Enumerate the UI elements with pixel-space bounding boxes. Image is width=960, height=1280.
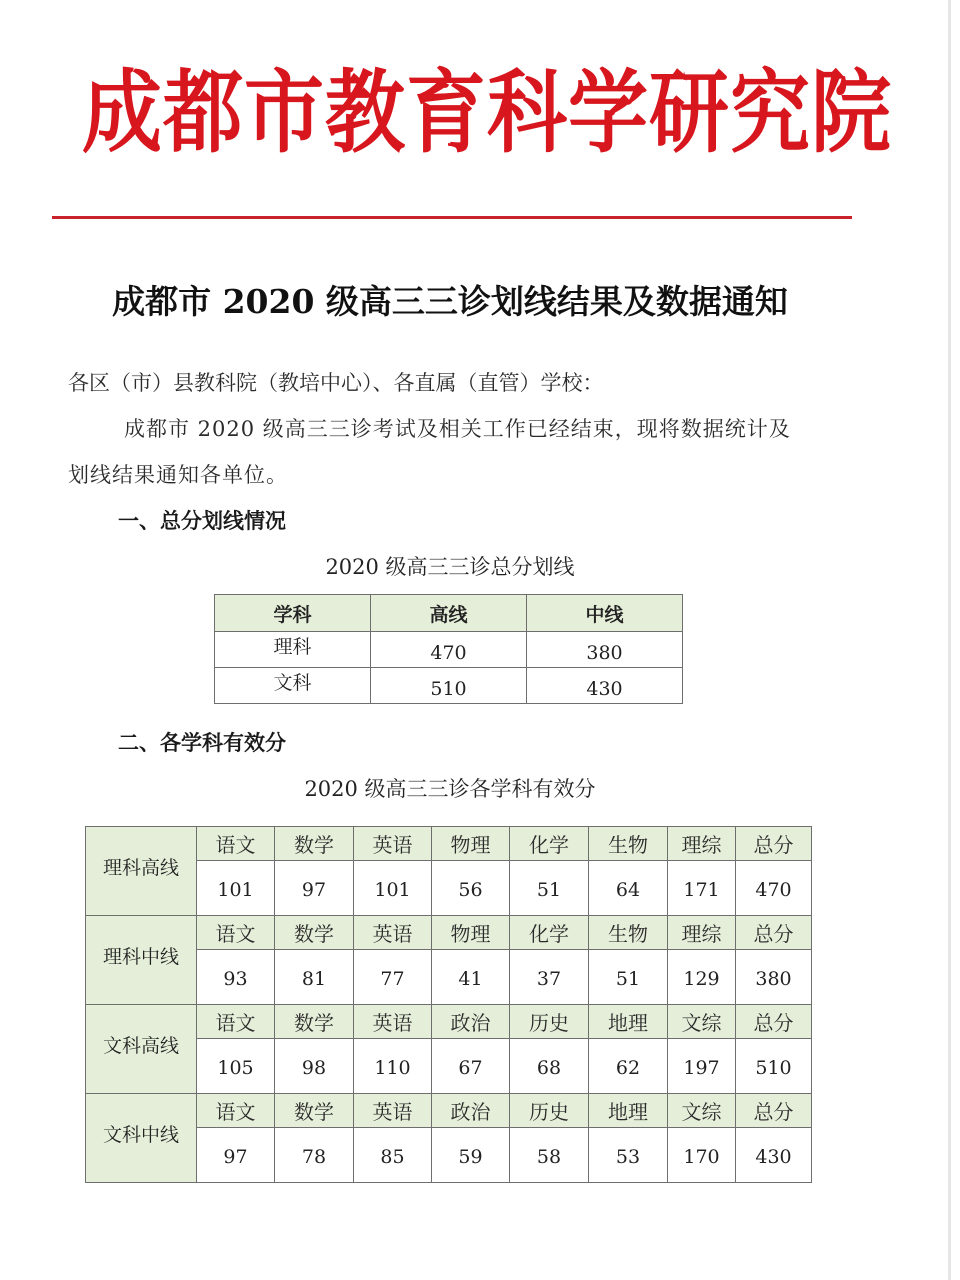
masthead-org-name: 成都市教育科学研究院	[82, 59, 892, 165]
subject-name: 语文	[197, 1094, 275, 1128]
score-value: 53	[589, 1128, 668, 1183]
subject-name: 历史	[510, 1005, 589, 1039]
body-paragraph-line-2: 划线结果通知各单位。	[68, 463, 288, 487]
score-value: 170	[668, 1128, 736, 1183]
subject-name: 政治	[432, 1005, 510, 1039]
table-header-row	[215, 595, 683, 632]
subject-effective-score-table	[85, 826, 812, 1183]
score-value: 68	[510, 1039, 589, 1094]
subject-name: 文综	[668, 1005, 736, 1039]
subject-name: 语文	[197, 827, 275, 861]
score-value: 105	[197, 1039, 275, 1094]
subject-name: 数学	[275, 916, 354, 950]
score-value: 129	[668, 950, 736, 1005]
subject-name: 生物	[589, 916, 668, 950]
score-value: 51	[510, 861, 589, 916]
subject-name: 总分	[736, 916, 812, 950]
header-high-line: 高线	[371, 595, 527, 632]
table-2-caption: 2020 级高三三诊各学科有效分	[304, 777, 596, 801]
subject-name: 英语	[354, 1094, 432, 1128]
header-mid-line: 中线	[527, 595, 683, 632]
subject-name: 生物	[589, 827, 668, 861]
score-value: 93	[197, 950, 275, 1005]
section-2-heading: 二、各学科有效分	[118, 731, 286, 755]
masthead-red-rule	[52, 216, 852, 219]
subject-name: 物理	[432, 827, 510, 861]
cell-subject: 文科	[215, 668, 371, 704]
score-value: 77	[354, 950, 432, 1005]
score-value: 197	[668, 1039, 736, 1094]
subject-name: 化学	[510, 916, 589, 950]
score-value: 51	[589, 950, 668, 1005]
subject-name: 英语	[354, 916, 432, 950]
subject-name: 物理	[432, 916, 510, 950]
header-subject: 学科	[215, 595, 371, 632]
subject-header-row	[86, 1005, 812, 1039]
table-1-caption: 2020 级高三三诊总分划线	[325, 555, 575, 579]
cell-high-line: 470	[371, 632, 527, 668]
score-value: 56	[432, 861, 510, 916]
score-value: 380	[736, 950, 812, 1005]
table-row	[215, 632, 683, 668]
subject-name: 语文	[197, 1005, 275, 1039]
score-value: 110	[354, 1039, 432, 1094]
score-value: 37	[510, 950, 589, 1005]
cell-high-line: 510	[371, 668, 527, 704]
score-value: 101	[197, 861, 275, 916]
score-value: 41	[432, 950, 510, 1005]
subject-name: 英语	[354, 827, 432, 861]
subject-name: 化学	[510, 827, 589, 861]
score-value: 510	[736, 1039, 812, 1094]
subject-name: 理综	[668, 827, 736, 861]
score-value: 67	[432, 1039, 510, 1094]
cell-mid-line: 430	[527, 668, 683, 704]
score-value: 171	[668, 861, 736, 916]
subject-name: 数学	[275, 1094, 354, 1128]
score-value: 78	[275, 1128, 354, 1183]
subject-name: 文综	[668, 1094, 736, 1128]
cell-subject: 理科	[215, 632, 371, 668]
score-value: 64	[589, 861, 668, 916]
score-value: 81	[275, 950, 354, 1005]
subject-name: 总分	[736, 827, 812, 861]
subject-name: 地理	[589, 1005, 668, 1039]
document-title: 成都市 2020 级高三三诊划线结果及数据通知	[112, 282, 788, 321]
subject-name: 地理	[589, 1094, 668, 1128]
subject-name: 历史	[510, 1094, 589, 1128]
group-label: 理科中线	[86, 916, 197, 1005]
table-row	[215, 668, 683, 704]
subject-header-row	[86, 916, 812, 950]
group-label: 理科高线	[86, 827, 197, 916]
score-value: 470	[736, 861, 812, 916]
salutation: 各区（市）县教科院（教培中心）、各直属（直管）学校：	[68, 371, 604, 395]
score-value: 101	[354, 861, 432, 916]
score-value: 98	[275, 1039, 354, 1094]
score-value: 58	[510, 1128, 589, 1183]
subject-name: 数学	[275, 827, 354, 861]
subject-name: 英语	[354, 1005, 432, 1039]
section-1-heading: 一、总分划线情况	[118, 509, 286, 533]
score-value: 430	[736, 1128, 812, 1183]
body-paragraph-line-1: 成都市 2020 级高三三诊考试及相关工作已经结束，现将数据统计及	[124, 417, 791, 441]
group-label: 文科中线	[86, 1094, 197, 1183]
subject-name: 数学	[275, 1005, 354, 1039]
total-score-cutoff-table	[214, 594, 683, 704]
score-value: 97	[197, 1128, 275, 1183]
subject-header-row	[86, 1094, 812, 1128]
subject-name: 总分	[736, 1094, 812, 1128]
subject-name: 语文	[197, 916, 275, 950]
score-value: 59	[432, 1128, 510, 1183]
subject-name: 理综	[668, 916, 736, 950]
group-label: 文科高线	[86, 1005, 197, 1094]
score-value: 85	[354, 1128, 432, 1183]
subject-header-row	[86, 827, 812, 861]
score-value: 97	[275, 861, 354, 916]
score-value: 62	[589, 1039, 668, 1094]
subject-name: 政治	[432, 1094, 510, 1128]
page-edge	[948, 0, 951, 1280]
cell-mid-line: 380	[527, 632, 683, 668]
subject-name: 总分	[736, 1005, 812, 1039]
